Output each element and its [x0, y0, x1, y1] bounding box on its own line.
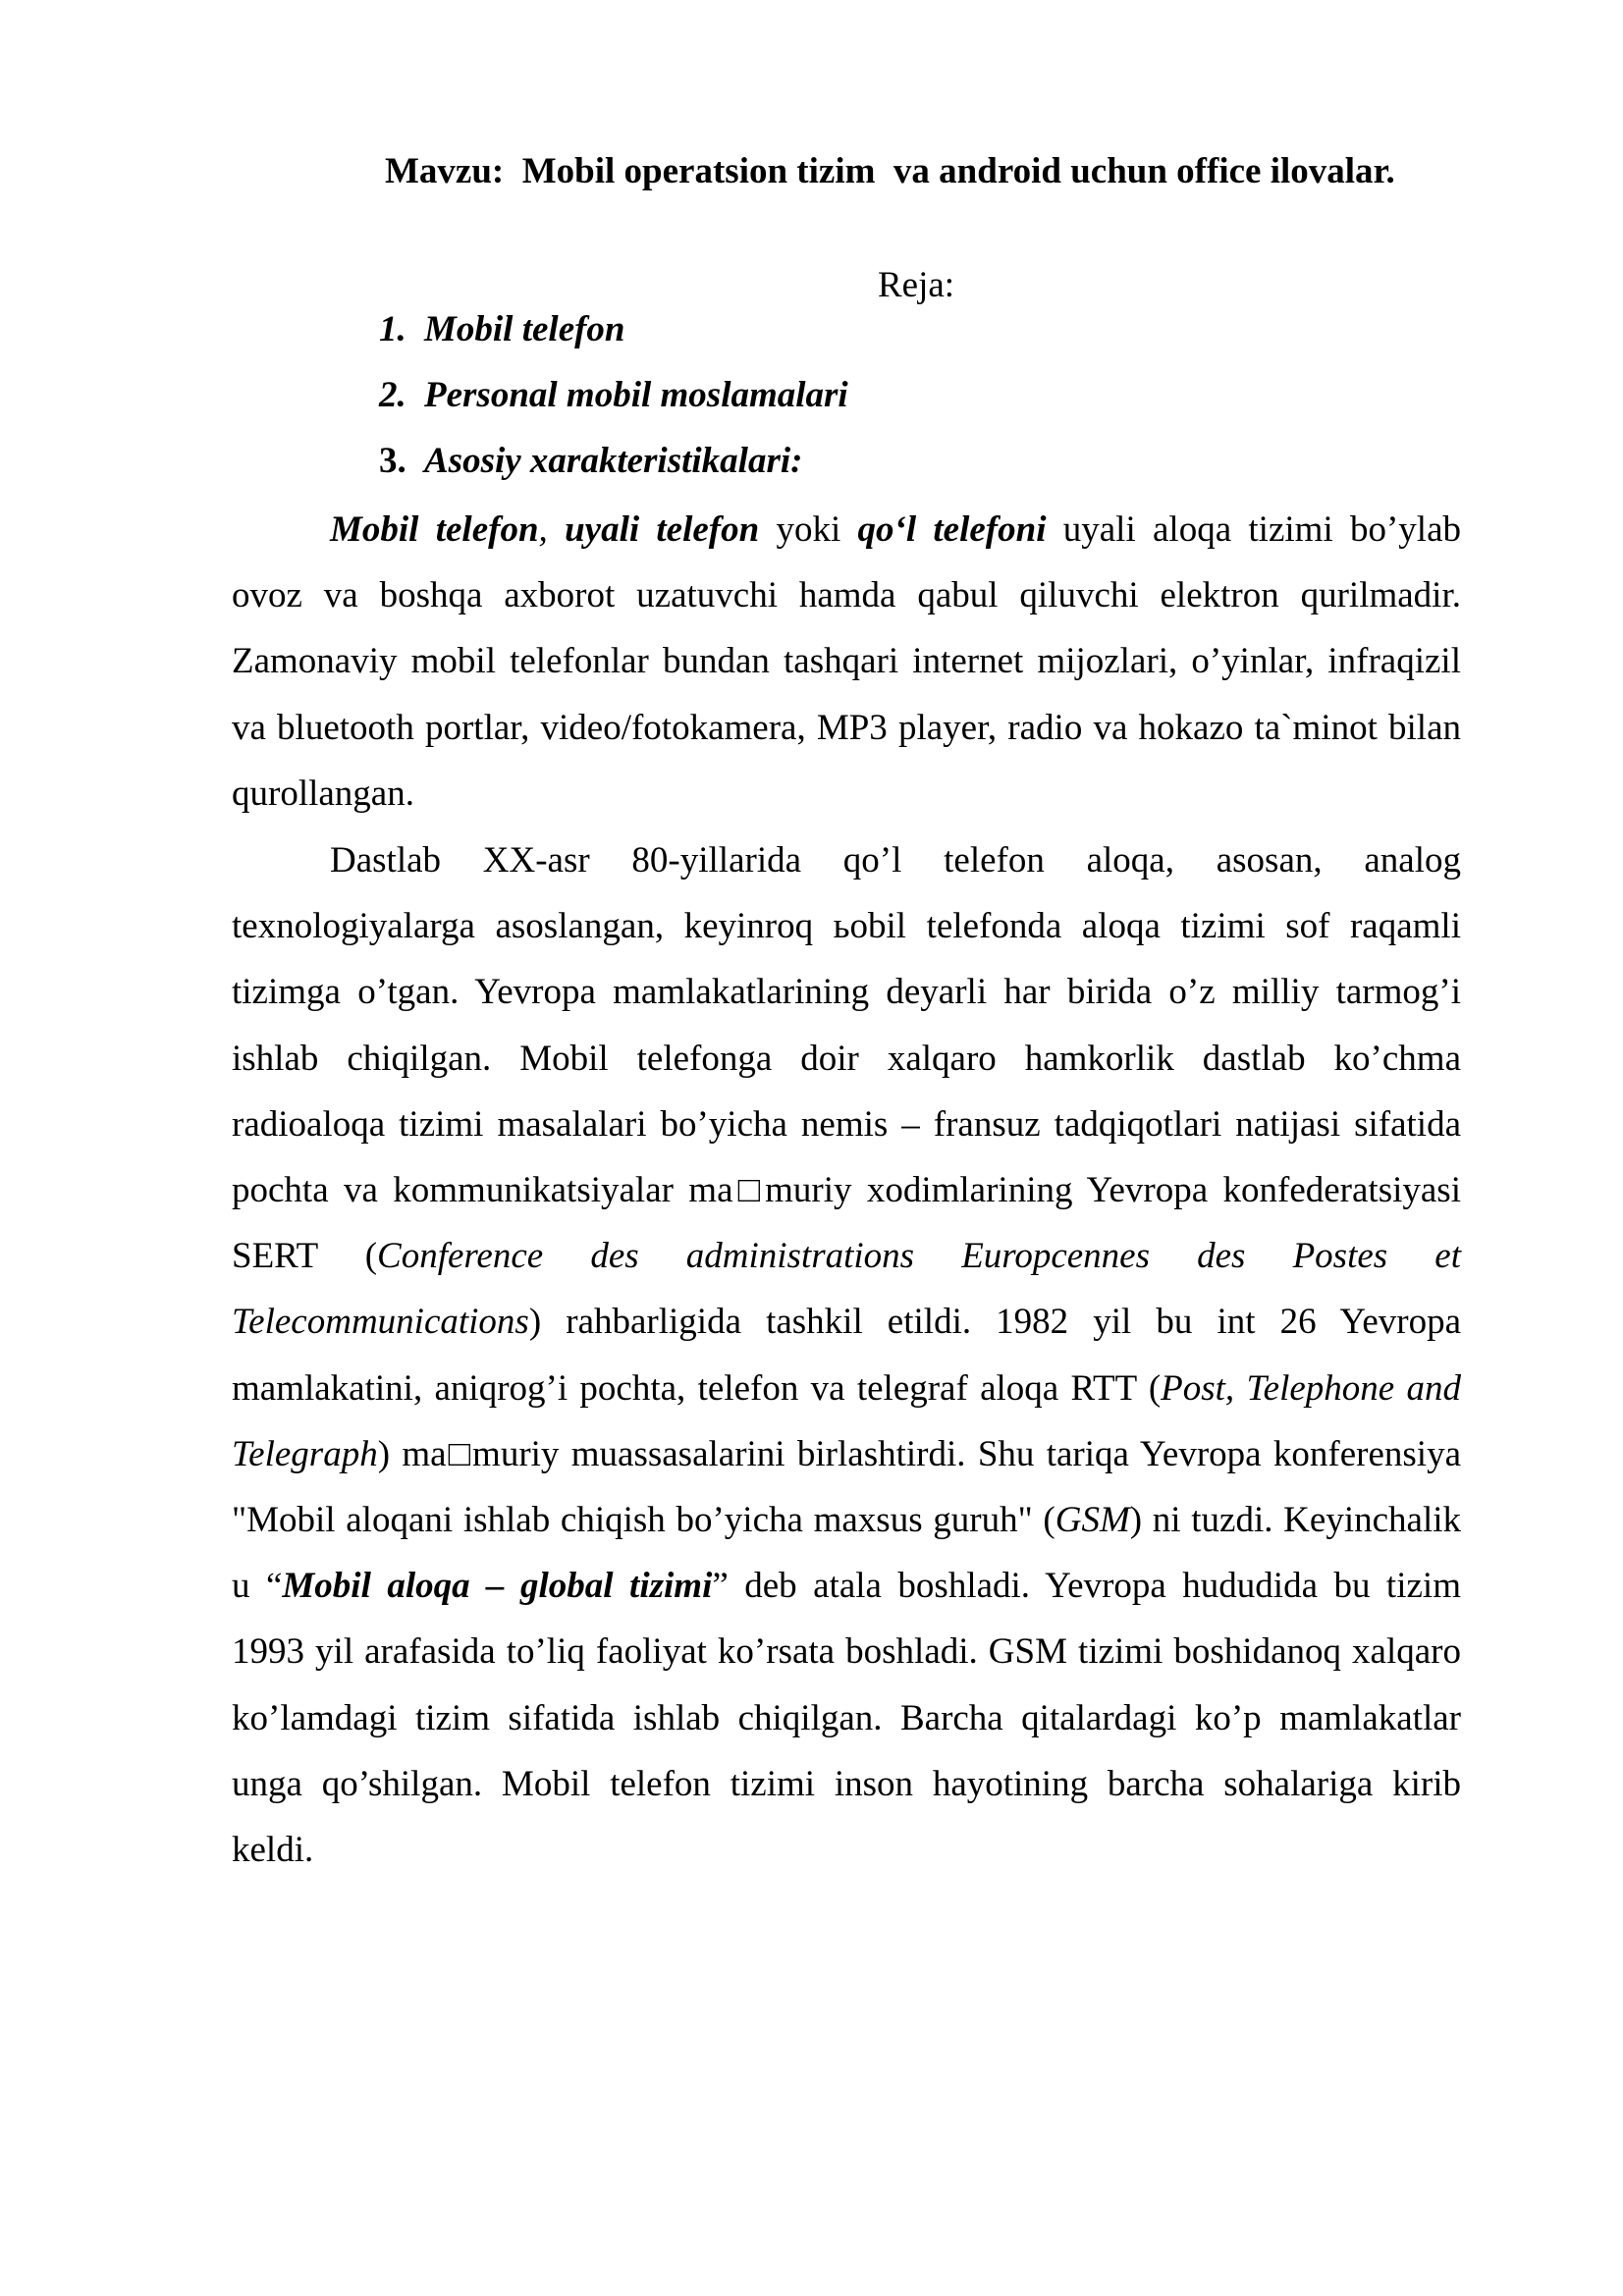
plan-item-text: Asosiy xarakteristikalari:	[424, 441, 803, 481]
paragraph-history	[232, 828, 1461, 1883]
plan-list	[379, 306, 848, 504]
term-mobil-telefon: Mobil telefon	[330, 509, 539, 550]
plan-heading: Reja:	[878, 265, 955, 305]
term-qol-telefoni: qo‘l telefoni	[857, 509, 1047, 550]
term-joiner: yoki	[759, 509, 858, 550]
bold-italic-gsm-expansion: Mobil aloqa – global tizimi	[282, 1566, 713, 1607]
plan-item-number: 2.	[379, 375, 406, 415]
paragraph-text: ” deb atala boshladi. Yevropa hududida bu tizim 1993 yil arafasida to’liq faoliyat ko’rsata boshladi. GSM tizimi boshidanoq xalqaro ko’lamdagi tizim sifatida ishlab chiqilgan. Barcha qitalardagi ko’p mamlakatlar unga qo’shilgan. Mobil telefon tizimi inson hayotining barcha sohalariga kirib keldi.	[232, 1566, 1461, 1871]
paragraph-text: Dastlab XX-asr 80-yillarida qo’l telefon aloqa, asosan, analog texnologiyalarga asoslangan, keyinroq ьobil telefonda aloqa tizimi sof raqamli tizimga o’tgan. Yevropa mamlakatlarining deyarli har birida o’z milliy tarmog’i ishlab chiqilgan. Mobil telefonga doir xalqaro hamkorlik dastlab ko’chma radioaloqa tizimi masalalari bo’yicha nemis – fransuz tadqiqotlari natijasi sifatida pochta va kommunikatsiyalar ma□muriy xodimlarining Yevropa konfederatsiyasi SERT (	[232, 840, 1461, 1277]
plan-item	[379, 372, 848, 438]
paragraph-definition	[232, 497, 1461, 827]
italic-gsm: GSM	[1055, 1500, 1130, 1541]
paragraph-text: ) ma□muriy muassasalarini birlashtirdi. Shu tariqa Yevropa konferensiya "Mobil aloqani ishlab chiqish bo’yicha maxsus guruh" (	[232, 1433, 1461, 1541]
plan-item-text: Mobil telefon	[424, 309, 625, 349]
plan-item	[379, 438, 848, 504]
plan-item-number: 1.	[379, 309, 406, 349]
paragraph-text: uyali aloqa tizimi bo’ylab ovoz va boshqa axborot uzatuvchi hamda qabul qiluvchi elektron qurilmadir. Zamonaviy mobil telefonlar bundan tashqari internet mijozlari, o’yinlar, infraqizil va bluetooth portlar, video/fotokamera, MP3 player, radio va hokazo ta`minot bilan qurollangan.	[232, 509, 1462, 814]
paragraph-text: ) rahbarligida tashkil etildi. 1982 yil bu int 26 Yevropa mamlakatini, aniqrog’i pochta, telefon va telegraf aloqa RTT (	[232, 1302, 1461, 1409]
plan-item-text: Personal mobil moslamalari	[424, 375, 848, 415]
term-separator: ,	[538, 509, 548, 550]
plan-item-number: 3.	[379, 441, 406, 481]
term-uyali-telefon: uyali telefon	[565, 509, 760, 550]
paragraph-text: ) ni tuzdi. Keyinchalik u “	[232, 1500, 1461, 1607]
italic-ptt-name: Post, Telephone and Telegraph	[232, 1367, 1461, 1474]
plan-item	[379, 306, 848, 372]
italic-cept-name: Conference des administrations Europcennes des Postes et Telecommunications	[232, 1236, 1461, 1343]
document-title: Mavzu: Mobil operatsion tizim va android uchun office ilovalar.	[385, 151, 1395, 191]
